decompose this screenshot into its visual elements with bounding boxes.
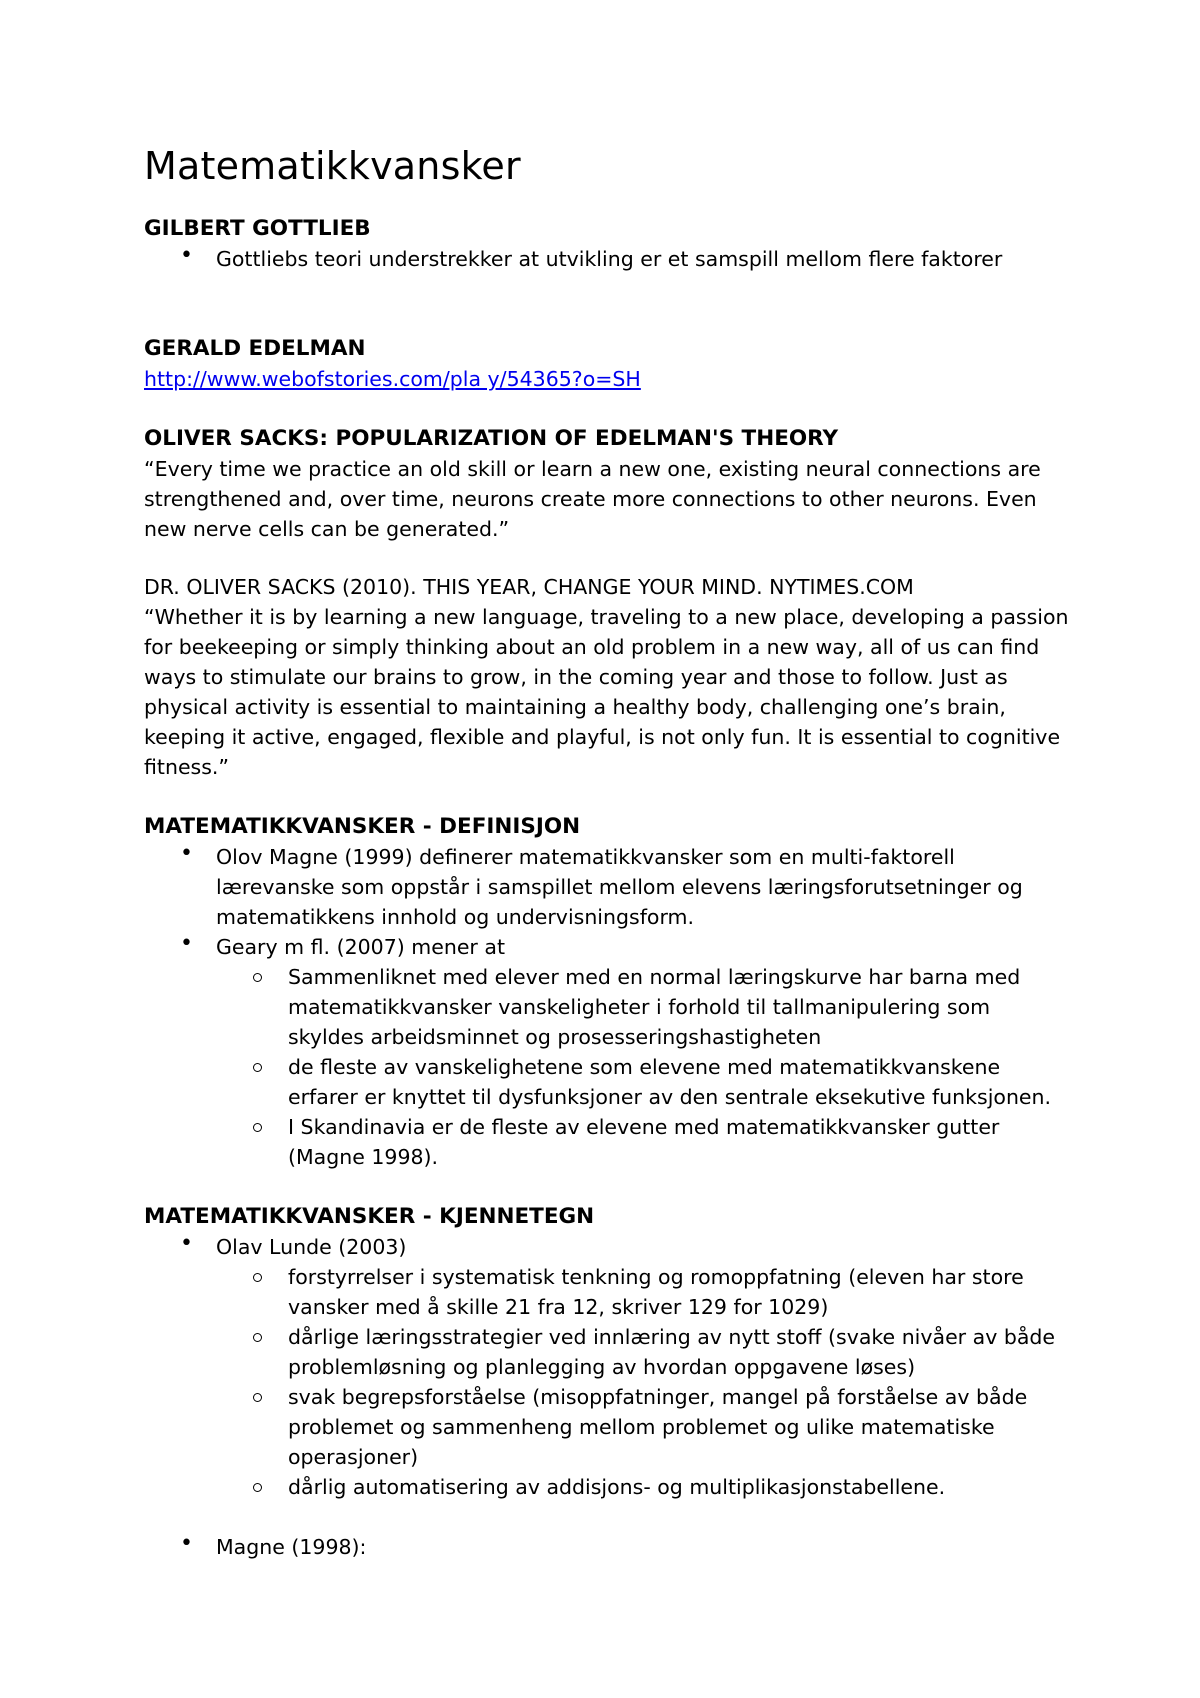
list-item: • Gottliebs teori understrekker at utvikling er et samspill mellom flere faktorer	[216, 244, 1070, 274]
sacks-quote-1: “Every time we practice an old skill or learn a new one, existing neural connections are strengthened and, over time, neurons create more connections to other neurons. Even new nerve cells can be generated.”	[144, 457, 1041, 541]
spacer	[144, 394, 1070, 424]
document-title: Matematikkvansker	[144, 144, 521, 188]
list-item-text: Olav Lunde (2003)	[216, 1235, 407, 1259]
list-item: • Olov Magne (1999) definerer matematikkvansker som en multi-faktorell lærevanske som oppstår i samspillet mellom elevens læringsforutsetninger og matematikkens innhold og undervisningsform.	[216, 842, 1070, 932]
definisjon-sub-list	[216, 962, 1070, 1172]
sub-list-item: Sammenliknet med elever med en normal læringskurve har barna med matematikkvansker vanskeligheter i forhold til tallmanipulering som skyldes arbeidsminnet og prosesseringshastigheten	[288, 962, 1070, 1052]
gottlieb-bullet-list	[144, 244, 1070, 274]
sub-list-item: dårlig automatisering av addisjons- og multiplikasjonstabellene.	[288, 1472, 1070, 1502]
sub-list-item: de fleste av vanskelighetene som elevene med matematikkvanskene erfarer er knyttet til dysfunksjoner av den sentrale eksekutive funksjonen.	[288, 1052, 1070, 1112]
heading-gerald-edelman: GERALD EDELMAN	[144, 336, 366, 361]
heading-kjennetegn: MATEMATIKKVANSKER - KJENNETEGN	[144, 1204, 595, 1229]
spacer	[144, 782, 1070, 812]
webofstories-link[interactable]: http://www.webofstories.com/pla y/54365?o=SH	[144, 367, 641, 391]
heading-gilbert-gottlieb: GILBERT GOTTLIEB	[144, 216, 371, 241]
kjennetegn-bullet-list-2	[144, 1532, 1070, 1562]
kjennetegn-bullet-list	[144, 1232, 1070, 1502]
sub-list-item: forstyrrelser i systematisk tenkning og romoppfatning (eleven har store vansker med å skille 21 fra 12, skriver 129 for 1029)	[288, 1262, 1070, 1322]
list-item	[216, 1232, 1070, 1502]
sacks-quote-2: “Whether it is by learning a new language, traveling to a new place, developing a passion for beekeeping or simply thinking about an old problem in a new way, all of us can find ways to stimulate our brains to grow, in the coming year and those to follow. Just as physical activity is essential to maintaining a healthy body, challenging one’s brain, keeping it active, engaged, flexible and playful, is not only fun. It is essential to cognitive fitness.”	[144, 605, 1069, 779]
sub-list-item: dårlige læringsstrategier ved innlæring av nytt stoff (svake nivåer av både problemløsning og planlegging av hvordan oppgavene løses)	[288, 1322, 1070, 1382]
list-item	[216, 932, 1070, 1172]
kjennetegn-sub-list	[216, 1262, 1070, 1502]
list-item-text: Geary m fl. (2007) mener at	[216, 935, 505, 959]
list-item: • Magne (1998):	[216, 1532, 1070, 1562]
definisjon-bullet-list	[144, 842, 1070, 1172]
spacer	[144, 1502, 1070, 1532]
spacer	[144, 274, 1070, 334]
sacks-citation: DR. OLIVER SACKS (2010). THIS YEAR, CHANGE YOUR MIND. NYTIMES.COM	[144, 575, 914, 599]
spacer	[144, 544, 1070, 572]
heading-oliver-sacks: OLIVER SACKS: POPULARIZATION OF EDELMAN'S THEORY	[144, 426, 839, 451]
sub-list-item: svak begrepsforståelse (misoppfatninger, mangel på forståelse av både problemet og sammenheng mellom problemet og ulike matematiske operasjoner)	[288, 1382, 1070, 1472]
sub-list-item: I Skandinavia er de fleste av elevene med matematikkvansker gutter (Magne 1998).	[288, 1112, 1070, 1172]
spacer	[144, 1172, 1070, 1202]
heading-definisjon: MATEMATIKKVANSKER - DEFINISJON	[144, 814, 581, 839]
